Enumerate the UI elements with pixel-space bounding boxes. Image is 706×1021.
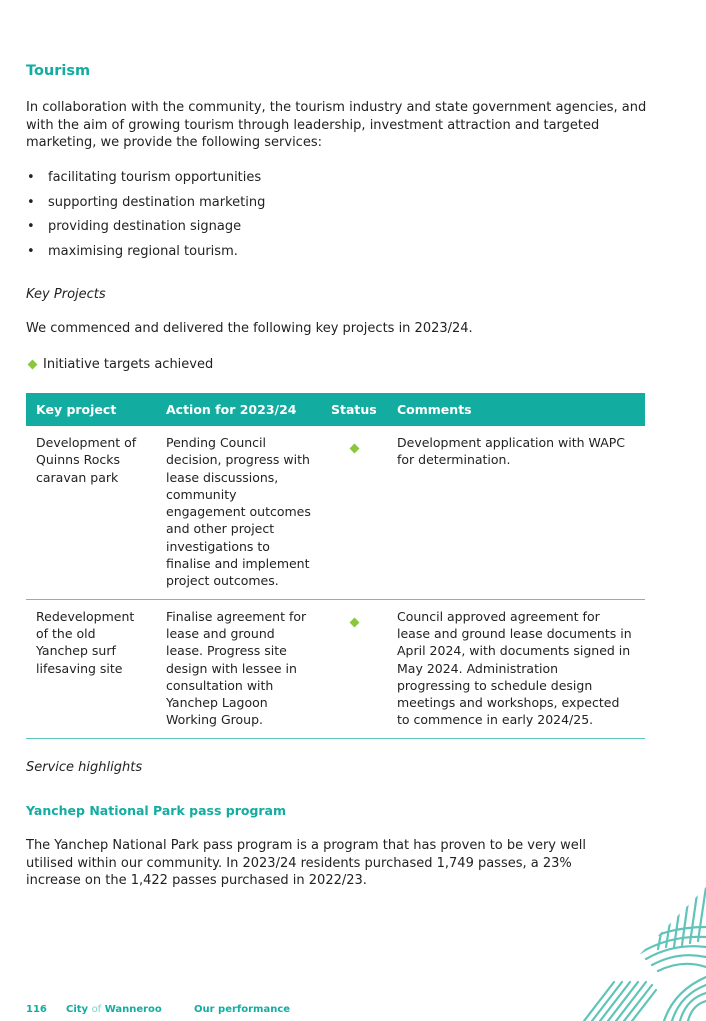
key-projects-label: Key Projects [26, 287, 106, 302]
legend-label: Initiative targets achieved [43, 357, 214, 372]
pass-program-text: The Yanchep National Park pass program is a program that has proven to be very well utilised within our community. In 2023/24 residents purchased 1,749 passes, a 23% increase on the 1,422 passes purchased in 2022/23. [26, 838, 586, 888]
key-projects-table [26, 393, 645, 739]
achieved-diamond-icon [349, 617, 359, 627]
table-row [26, 426, 645, 599]
header-action: Action for 2023/24 [156, 393, 321, 426]
table-header-row [26, 393, 645, 426]
header-key-project: Key project [26, 393, 156, 426]
services-list [26, 169, 265, 267]
achieved-diamond-icon [349, 444, 359, 454]
decorative-pattern [574, 887, 706, 1021]
list-item: • maximising regional tourism. [27, 243, 238, 259]
footer-section: Our performance [194, 1004, 291, 1015]
cell-action: Pending Council decision, progress with lease discussions, community engagement outcomes and other project investigations to finalise and implement project outcomes. [156, 426, 321, 599]
cell-action: Finalise agreement for lease and ground lease. Progress site design with lessee in consultation with Yanchep Lagoon Working Group. [156, 599, 321, 738]
cell-status [321, 599, 387, 738]
bullet-icon: • [27, 219, 35, 234]
header-comments: Comments [387, 393, 645, 426]
status-legend [26, 357, 213, 372]
header-status: Status [321, 393, 387, 426]
page-number: 116 [26, 1004, 47, 1015]
list-item: • facilitating tourism opportunities [27, 170, 262, 185]
table-row [26, 599, 645, 738]
org-name: City of Wanneroo [66, 1004, 162, 1015]
achieved-diamond-icon [28, 360, 38, 370]
cell-comments: Development application with WAPC for determination. [387, 426, 645, 599]
cell-comments: Council approved agreement for lease and ground lease documents in April 2024, with documents signed in May 2024. Administration progressing to schedule design meetings and workshops, expected to commence in early 2024/25. [387, 599, 645, 738]
list-item: • providing destination signage [27, 219, 242, 234]
cell-project: Redevelopment of the old Yanchep surf lifesaving site [26, 599, 156, 738]
cell-project: Development of Quinns Rocks caravan park [26, 426, 156, 599]
pass-program-heading: Yanchep National Park pass program [26, 803, 287, 818]
service-highlights-label: Service highlights [26, 760, 143, 775]
bullet-icon: • [27, 194, 35, 210]
intro-paragraph: In collaboration with the community, the tourism industry and state government agencies, and with the aim of growing tourism through leadership, investment attraction and targeted marketing, we provide the following services: [26, 100, 647, 150]
cell-status [321, 426, 387, 599]
list-item: • supporting destination marketing [27, 194, 266, 210]
page-footer [26, 1004, 290, 1015]
section-heading: Tourism [26, 63, 91, 79]
bullet-icon: • [27, 170, 35, 185]
key-projects-intro: We commenced and delivered the following key projects in 2023/24. [26, 321, 473, 336]
bullet-icon: • [27, 243, 35, 259]
